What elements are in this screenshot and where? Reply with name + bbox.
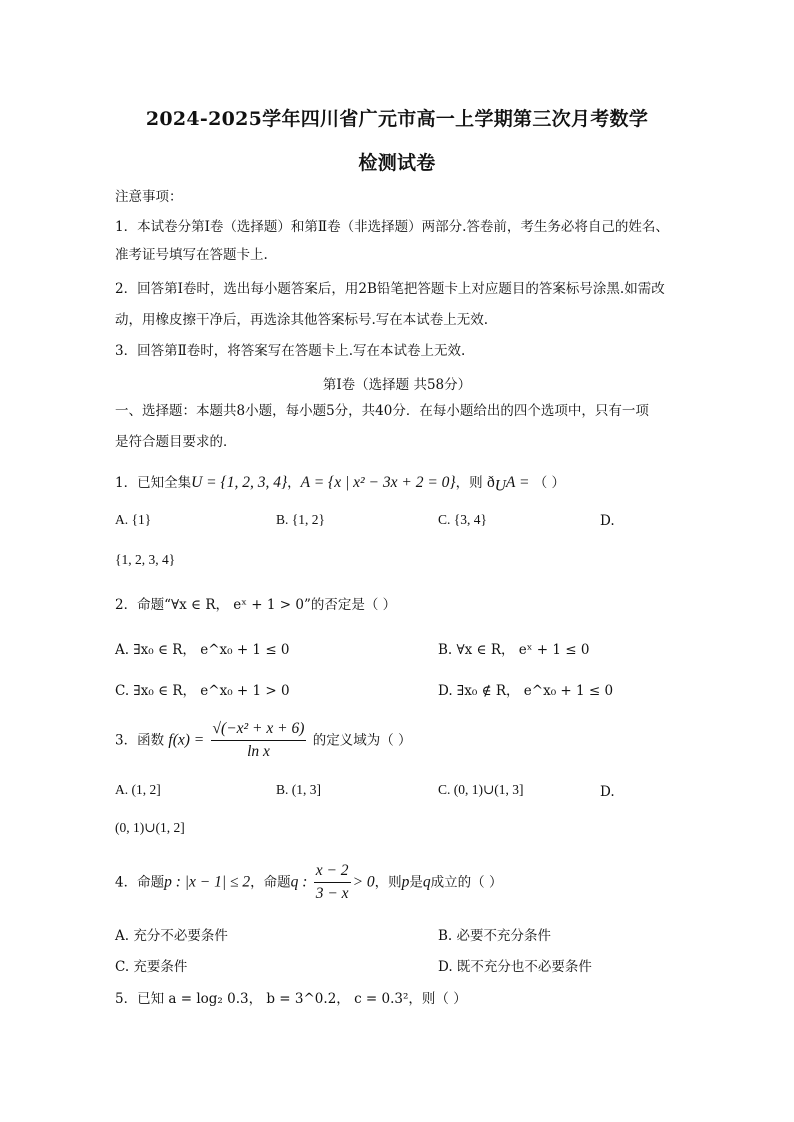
q4-q-tail: > 0 [352,873,375,891]
q4-stem-mid: ，命题 [250,874,291,891]
q2-option-c: C. ∃x₀ ∈ R， e^x₀ + 1 > 0 [115,683,290,699]
q4-q-label: q : [290,873,308,891]
q4-option-c: C. 充要条件 [115,959,188,975]
exam-title-line-2: 检测试卷 [358,152,436,174]
q3-stem-tail: 的定义域为（ ） [312,732,412,749]
section-title: 第Ⅰ卷（选择题 共58分） [322,377,472,393]
q1-option-b: B. {1, 2} [276,512,325,527]
q2-option-a: A. ∃x₀ ∈ R， e^x₀ + 1 ≤ 0 [115,642,290,658]
q4-p-expression: p : |x − 1| ≤ 2 [164,873,251,891]
q4-stem-then: ，则 [374,874,402,891]
q1-option-a: A. {1} [115,512,152,527]
q4-stem-tail: 成立的（ ） [430,874,503,891]
q3-option-c: C. (0, 1)∪(1, 3] [438,782,524,797]
q1-complement-symbol: ð [486,474,495,491]
q1-set-a: A = {x | x² − 3x + 2 = 0} [300,474,456,491]
question-5-stem: 5．已知 a = log₂ 0.3， b = 3^0.2， c = 0.3²，则（ ） [115,991,467,1007]
q4-numerator: x − 2 [314,860,351,883]
q3-numerator: √(−x² + x + 6) [211,718,307,741]
notice-line-4: 动，用橡皮擦干净后，再选涂其他答案标号.写在本试卷上无效. [115,312,489,328]
q4-p-var: p [401,873,410,891]
question-3-stem [115,718,412,763]
q1-option-d-value: {1, 2, 3, 4} [115,552,176,567]
q3-option-b: B. (1, 3] [276,782,321,797]
q3-denominator: ln x [247,743,270,760]
q3-fraction [211,718,307,763]
q2-option-b: B. ∀x ∈ R， eˣ + 1 ≤ 0 [438,642,590,658]
q1-option-c: C. {3, 4} [438,512,487,527]
notice-line-5: 3．回答第Ⅱ卷时，将答案写在答题卡上.写在本试卷上无效. [115,343,466,359]
q3-option-a: A. (1, 2] [115,782,161,797]
q3-option-d-label: D. [600,784,615,800]
q1-set-u: U = {1, 2, 3, 4} [191,474,288,491]
q1-answer-paren: （ ） [533,475,566,491]
part-intro-line-2: 是符合题目要求的． [115,434,237,450]
question-1-stem [115,474,565,496]
q1-stem-then: ，则 [455,475,483,491]
q4-option-b: B. 必要不充分条件 [438,928,552,944]
part-intro-line-1: 一、选择题：本题共8小题，每小题5分，共40分．在每小题给出的四个选项中，只有一项 [115,403,649,419]
q4-stem-is: 是 [409,874,423,891]
q3-stem-text: 3．函数 [115,732,165,749]
notice-line-3: 2．回答第Ⅰ卷时，选出每小题答案后，用2B铅笔把答题卡上对应题目的答案标号涂黑.如需改 [115,281,665,297]
notice-heading: 注意事项： [115,189,183,205]
notice-line-2: 准考证号填写在答题卡上. [115,247,268,263]
notice-line-1: 1．本试卷分第Ⅰ卷（选择题）和第Ⅱ卷（非选择题）两部分.答卷前，考生务必将自己的姓名、 [115,219,669,235]
q3-function: f(x) = [168,731,205,749]
q1-stem-text: 1．已知全集 [115,475,192,491]
exam-title-line-1: 2024-2025学年四川省广元市高一上学期第三次月考数学 [145,108,649,130]
q4-q-var: q [422,873,431,891]
q3-option-d-value: (0, 1)∪(1, 2] [115,820,185,835]
q4-stem-text: 4．命题 [115,874,165,891]
question-2-stem: 2．命题“∀x ∈ R， eˣ + 1 > 0”的否定是（ ） [115,597,397,613]
q1-option-d-label: D. [600,513,615,529]
q2-option-d: D. ∃x₀ ∉ R， e^x₀ + 1 ≤ 0 [438,683,614,699]
q4-option-a: A. 充分不必要条件 [115,928,228,944]
q4-option-d: D. 既不充分也不必要条件 [438,959,592,975]
q1-complement-sub: U [494,477,506,495]
q1-separator: ， [287,475,301,491]
question-4-stem [115,860,502,905]
q4-fraction [314,860,351,905]
q4-denominator: 3 − x [315,885,349,902]
q1-complement-a: A = [505,474,530,491]
